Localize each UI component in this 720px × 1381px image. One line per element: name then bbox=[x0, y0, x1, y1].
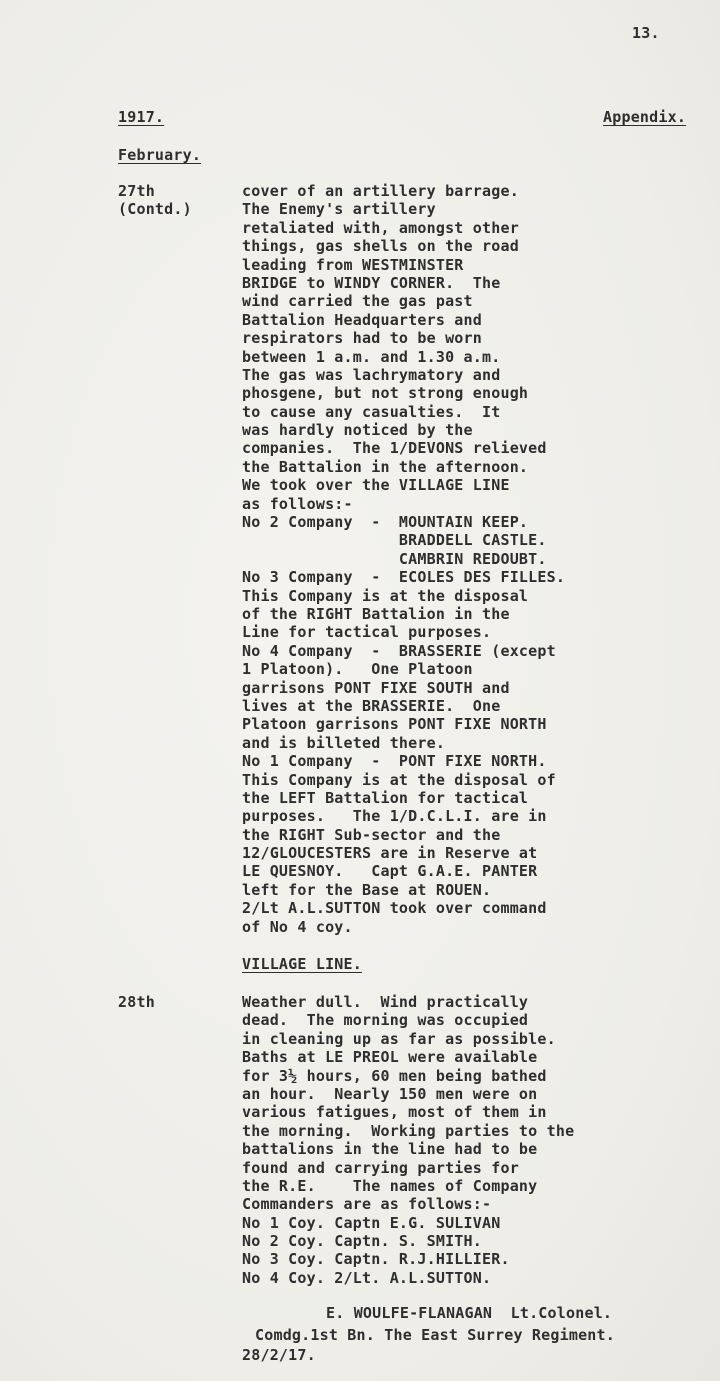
entry-date-note: (Contd.) bbox=[118, 200, 192, 218]
text-line: BRADDELL CASTLE. bbox=[242, 531, 547, 550]
text-line: LE QUESNOY. Capt G.A.E. PANTER bbox=[242, 862, 538, 881]
text-line: garrisons PONT FIXE SOUTH and bbox=[242, 678, 510, 697]
text-line: dead. The morning was occupied bbox=[242, 1011, 529, 1030]
appendix-heading: Appendix. bbox=[603, 108, 687, 126]
text-line: of the RIGHT Battalion in the bbox=[242, 604, 510, 623]
text-line: 2/Lt A.L.SUTTON took over command bbox=[242, 899, 547, 918]
text-line: Commanders are as follows:- bbox=[242, 1195, 492, 1214]
text-line: cover of an artillery barrage. bbox=[242, 182, 519, 200]
text-line: Battalion Headquarters and bbox=[242, 310, 482, 329]
text-line: No 4 Coy. 2/Lt. A.L.SUTTON. bbox=[242, 1268, 492, 1287]
text-line: Line for tactical purposes. bbox=[242, 623, 492, 642]
text-line: 1 Platoon). One Platoon bbox=[242, 660, 473, 679]
text-line: phosgene, but not strong enough bbox=[242, 384, 529, 403]
text-line: was hardly noticed by the bbox=[242, 421, 473, 440]
text-line: We took over the VILLAGE LINE bbox=[242, 476, 510, 495]
section-heading-village-line: VILLAGE LINE. bbox=[242, 955, 362, 973]
text-line: various fatigues, most of them in bbox=[242, 1103, 547, 1122]
text-line: companies. The 1/DEVONS relieved bbox=[242, 439, 547, 458]
entry-text-28th bbox=[242, 993, 574, 1287]
entry-text-27th bbox=[242, 182, 565, 936]
text-line: No 2 Coy. Captn. S. SMITH. bbox=[242, 1232, 482, 1251]
month-heading: February. bbox=[118, 146, 202, 164]
text-line: an hour. Nearly 150 men were on bbox=[242, 1084, 538, 1103]
text-line: the R.E. The names of Company bbox=[242, 1176, 538, 1195]
signature-name: E. WOULFE-FLANAGAN Lt.Colonel. bbox=[326, 1304, 613, 1322]
text-line: leading from WESTMINSTER bbox=[242, 255, 464, 274]
text-line: the LEFT Battalion for tactical bbox=[242, 788, 529, 807]
entry-date: 28th bbox=[118, 993, 155, 1011]
text-line: This Company is at the disposal bbox=[242, 586, 529, 605]
text-line: battalions in the line had to be bbox=[242, 1140, 538, 1159]
text-line: The Enemy's artillery bbox=[242, 200, 436, 219]
text-line: No 1 Company - PONT FIXE NORTH. bbox=[242, 752, 547, 771]
text-line: Baths at LE PREOL were available bbox=[242, 1048, 538, 1067]
signature-date: 28/2/17. bbox=[242, 1346, 316, 1364]
text-line: retaliated with, amongst other bbox=[242, 218, 519, 237]
text-line: of No 4 coy. bbox=[242, 917, 353, 936]
text-line: left for the Base at ROUEN. bbox=[242, 880, 492, 899]
signature-title: Comdg.1st Bn. The East Surrey Regiment. bbox=[255, 1326, 615, 1344]
text-line: the morning. Working parties to the bbox=[242, 1121, 575, 1140]
text-line: lives at the BRASSERIE. One bbox=[242, 696, 501, 715]
text-line: 12/GLOUCESTERS are in Reserve at bbox=[242, 844, 538, 863]
text-line: CAMBRIN REDOUBT. bbox=[242, 549, 547, 568]
text-line: the Battalion in the afternoon. bbox=[242, 457, 529, 476]
text-line: No 2 Company - MOUNTAIN KEEP. bbox=[242, 513, 529, 532]
page-number: 13. bbox=[632, 24, 660, 42]
text-line: wind carried the gas past bbox=[242, 292, 473, 311]
text-line: BRIDGE to WINDY CORNER. The bbox=[242, 273, 501, 292]
year-heading: 1917. bbox=[118, 108, 165, 126]
text-line: for 3½ hours, 60 men being bathed bbox=[242, 1066, 547, 1085]
entry-date: 27th bbox=[118, 182, 155, 200]
text-line: Platoon garrisons PONT FIXE NORTH bbox=[242, 715, 547, 734]
text-line: No 3 Company - ECOLES DES FILLES. bbox=[242, 568, 566, 587]
text-line: The gas was lachrymatory and bbox=[242, 365, 501, 384]
text-line: respirators had to be worn bbox=[242, 329, 482, 348]
text-line: No 1 Coy. Captn E.G. SULIVAN bbox=[242, 1213, 501, 1232]
text-line: the RIGHT Sub-sector and the bbox=[242, 825, 501, 844]
text-line: purposes. The 1/D.C.L.I. are in bbox=[242, 807, 547, 826]
text-line: No 3 Coy. Captn. R.J.HILLIER. bbox=[242, 1250, 510, 1269]
text-line: This Company is at the disposal of bbox=[242, 770, 556, 789]
text-line: as follows:- bbox=[242, 494, 353, 513]
text-line: things, gas shells on the road bbox=[242, 237, 519, 256]
text-line: to cause any casualties. It bbox=[242, 402, 501, 421]
text-line: Weather dull. Wind practically bbox=[242, 993, 529, 1011]
text-line: No 4 Company - BRASSERIE (except bbox=[242, 641, 556, 660]
text-line: between 1 a.m. and 1.30 a.m. bbox=[242, 347, 501, 366]
text-line: in cleaning up as far as possible. bbox=[242, 1029, 556, 1048]
text-line: and is billeted there. bbox=[242, 733, 446, 752]
text-line: found and carrying parties for bbox=[242, 1158, 519, 1177]
